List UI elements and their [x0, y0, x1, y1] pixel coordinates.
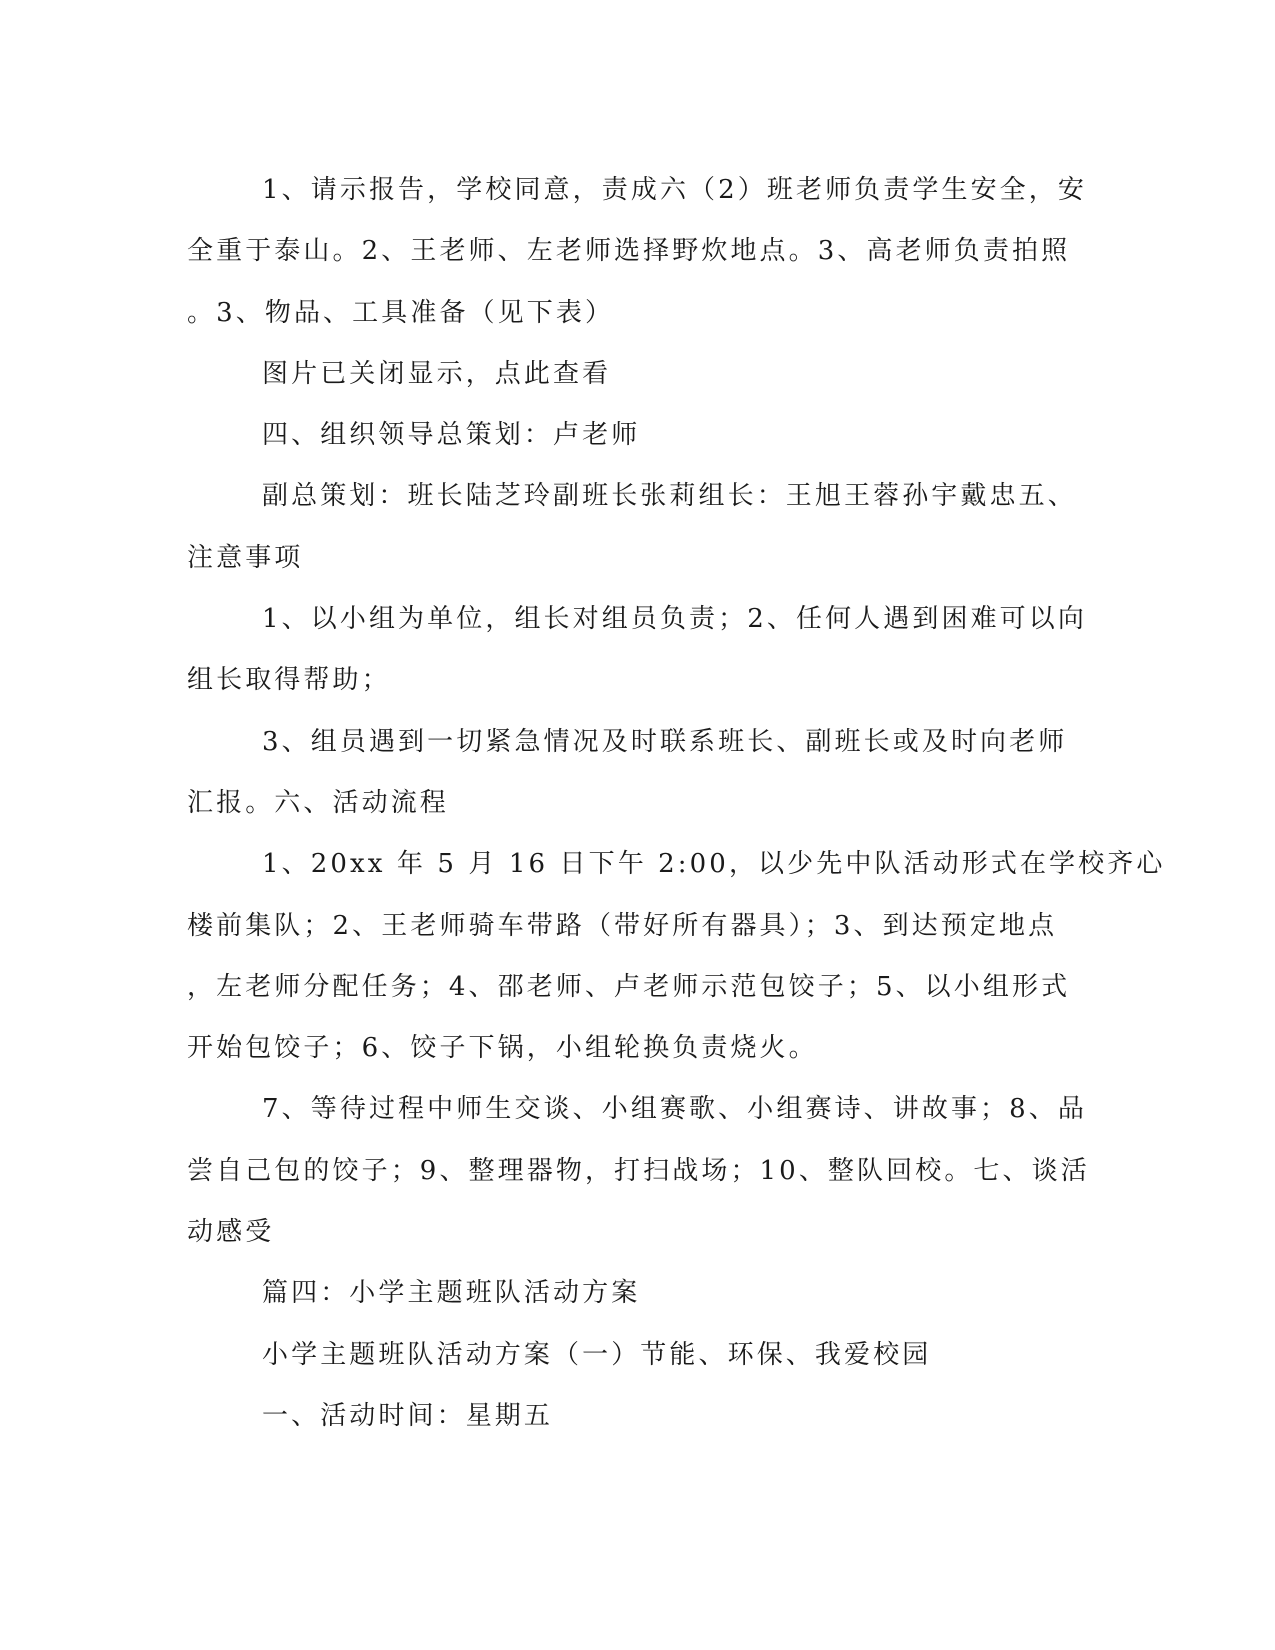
- text-line: 组长取得帮助；: [187, 665, 391, 696]
- section-heading: 篇四：小学主题班队活动方案: [262, 1278, 641, 1309]
- section-subheading: 小学主题班队活动方案（一）节能、环保、我爱校园: [262, 1339, 932, 1370]
- text-line: 1、以小组为单位，组长对组员负责；2、任何人遇到困难可以向: [262, 604, 1087, 635]
- text-line: 注意事项: [187, 542, 304, 573]
- text-line: ，左老师分配任务；4、邵老师、卢老师示范包饺子；5、以小组形式: [187, 971, 1071, 1002]
- text-line: 7、等待过程中师生交谈、小组赛歌、小组赛诗、讲故事；8、品: [262, 1094, 1087, 1125]
- document-body: [187, 160, 1166, 1447]
- text-line: 全重于泰山。2、王老师、左老师选择野炊地点。3、高老师负责拍照: [187, 236, 1071, 267]
- text-line: 3、组员遇到一切紧急情况及时联系班长、副班长或及时向老师: [262, 726, 1068, 757]
- text-line: 开始包饺子；6、饺子下锅，小组轮换负责烧火。: [187, 1033, 818, 1064]
- text-line: 一、活动时间：星期五: [262, 1400, 554, 1431]
- text-line: 1、请示报告，学校同意，责成六（2）班老师负责学生安全，安: [262, 175, 1087, 205]
- text-line: 。3、物品、工具准备（见下表）: [187, 297, 615, 328]
- text-line: 动感受: [187, 1217, 275, 1248]
- text-line: 汇报。六、活动流程: [187, 787, 449, 818]
- text-line: 尝自己包的饺子；9、整理器物，打扫战场；10、整队回校。七、谈活: [187, 1155, 1090, 1186]
- text-line: 副总策划：班长陆芝玲副班长张莉组长：王旭王蓉孙宇戴忠五、: [262, 481, 1077, 512]
- show-image-link[interactable]: 图片已关闭显示，点此查看: [262, 358, 612, 389]
- text-line: 楼前集队；2、王老师骑车带路（带好所有器具）；3、到达预定地点: [187, 910, 1058, 941]
- text-line: 四、组织领导总策划：卢老师: [262, 420, 641, 451]
- text-line: 1、20xx 年 5 月 16 日下午 2:00，以少先中队活动形式在学校齐心: [262, 849, 1166, 880]
